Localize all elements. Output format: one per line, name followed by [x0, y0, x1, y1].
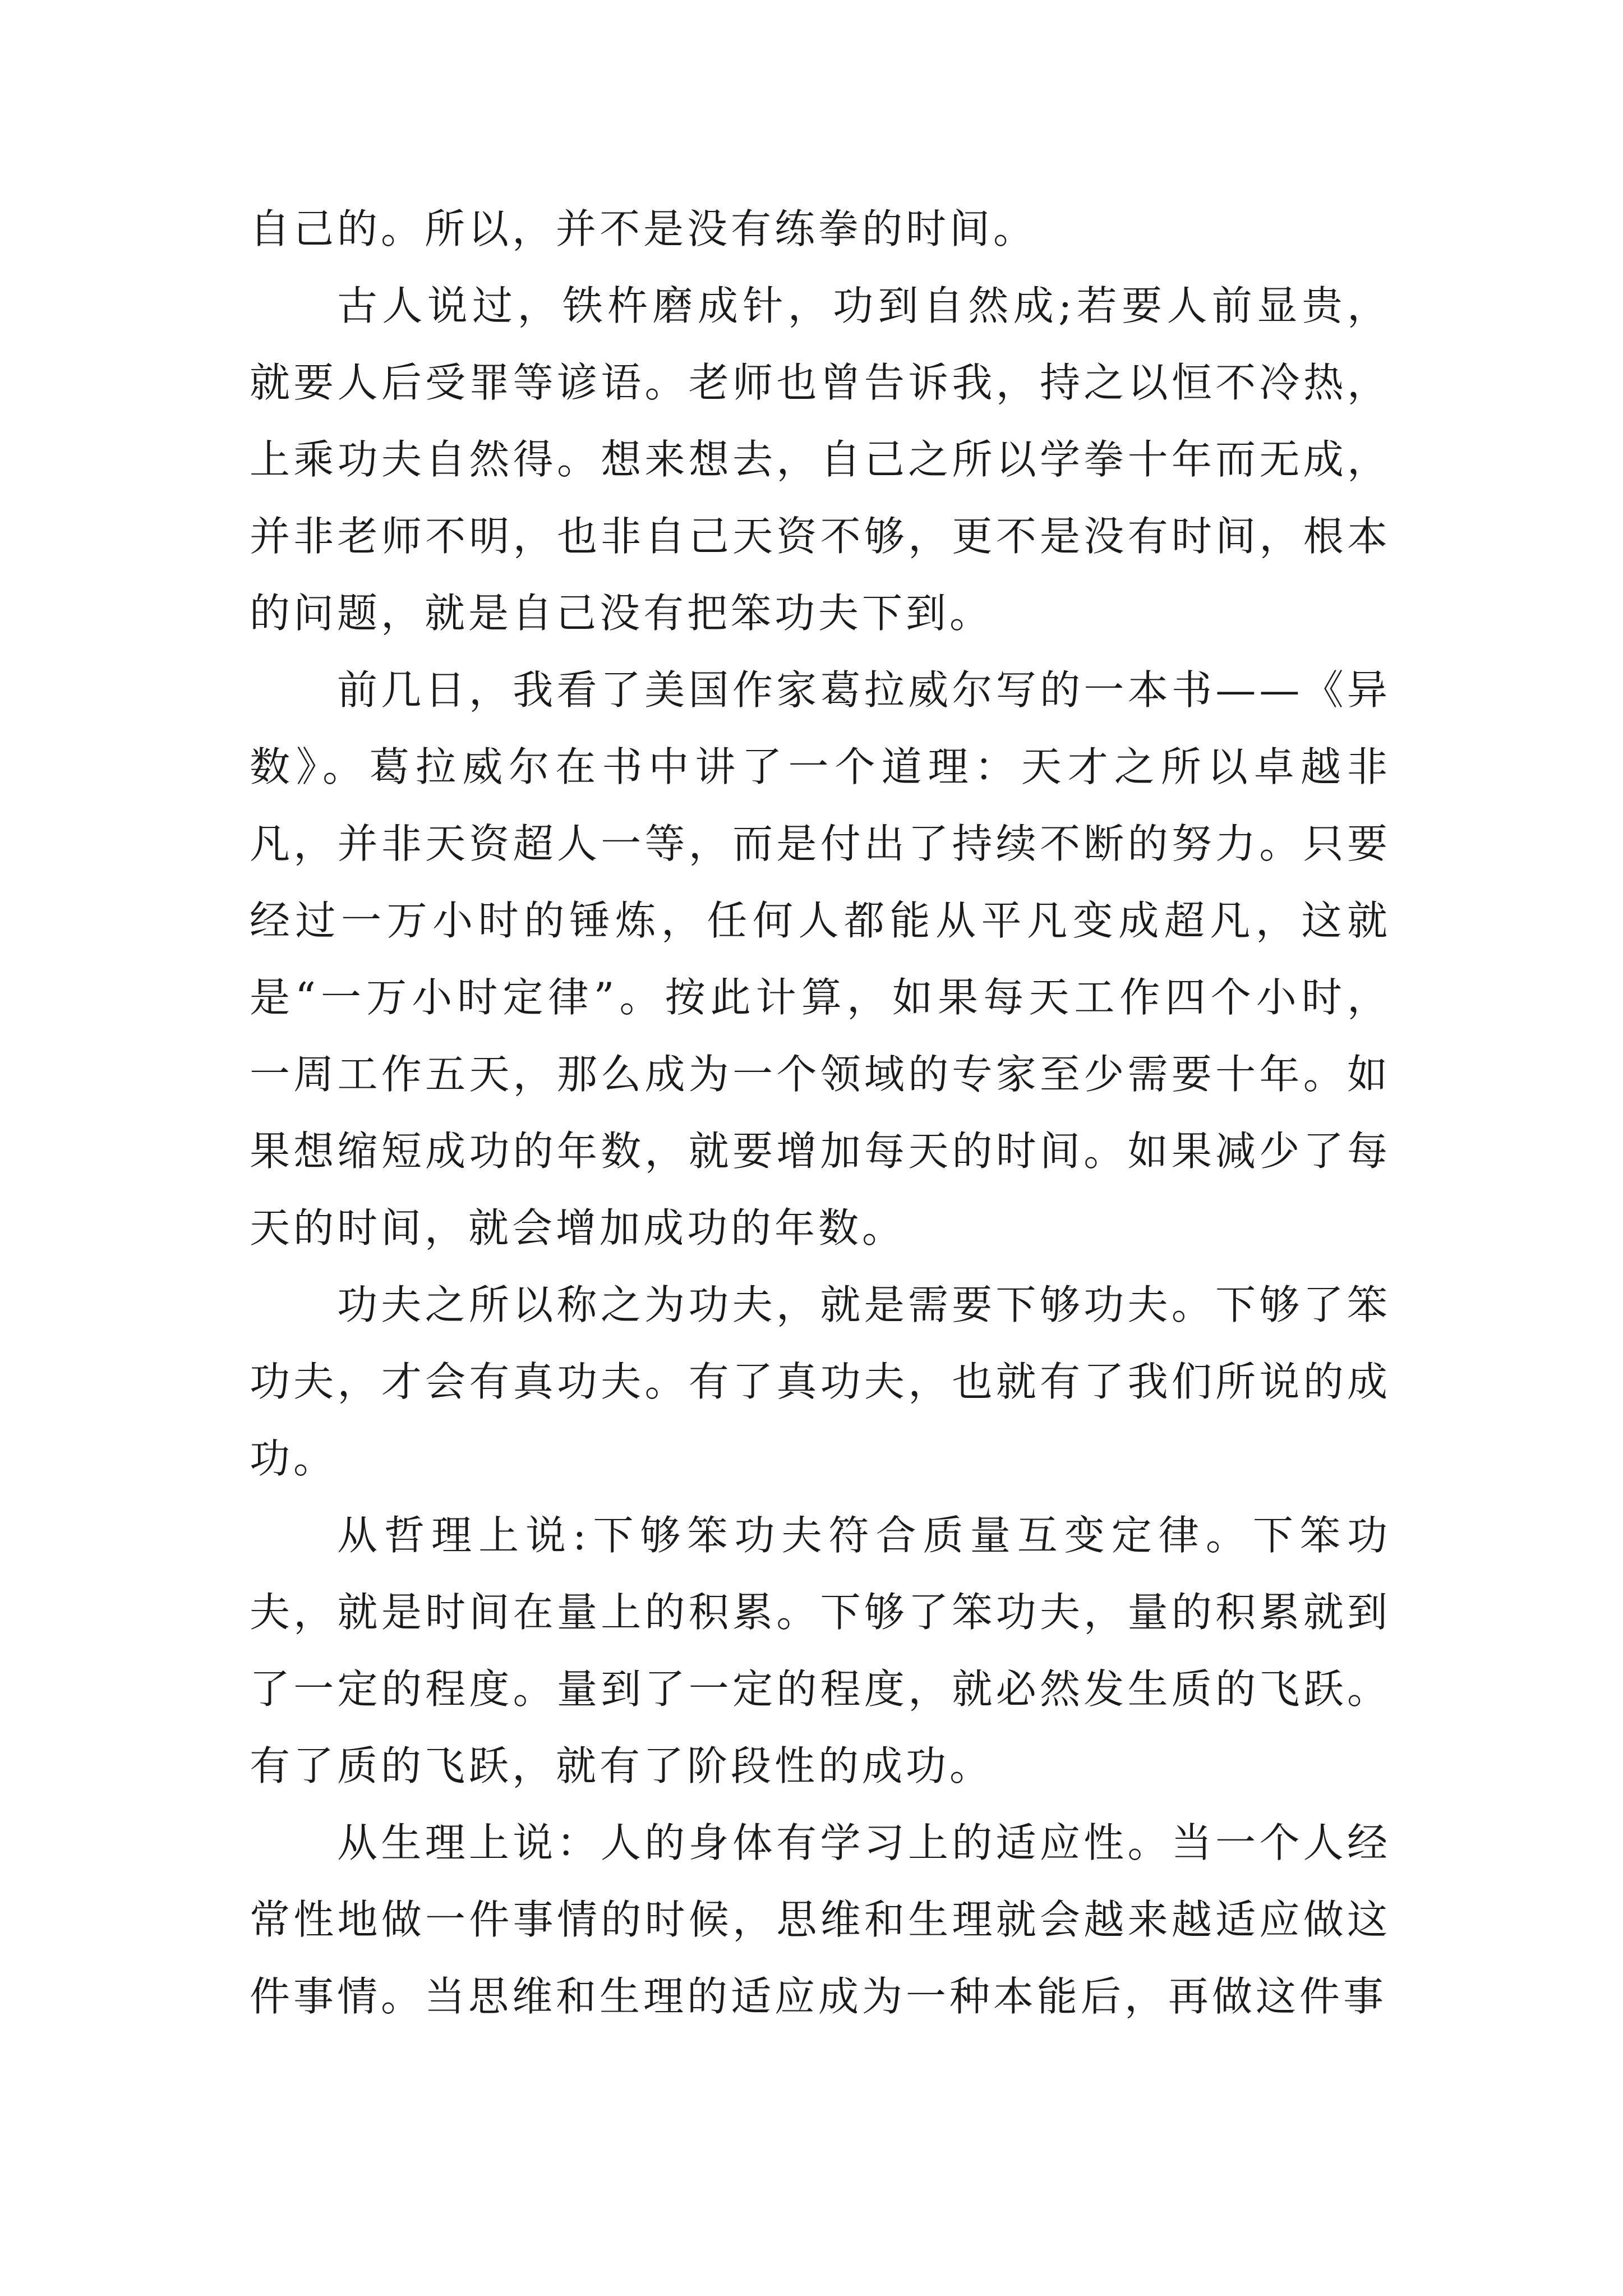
paragraph-outliers: 前几日，我看了美国作家葛拉威尔写的一本书——《异数》。葛拉威尔在书中讲了一个道理：天才之所以卓越非凡，并非天资超人一等，而是付出了持续不断的努力。只要经过一万小时的锤炼，任何人都能从平凡变成超凡，这就是“一万小时定律”。按此计算，如果每天工作四个小时，一周工作五天，那么成为一个领域的专家至少需要十年。如果想缩短成功的年数，就要增加每天的时间。如果减少了每天的时间，就会增加成功的年数。	[250, 666, 1391, 1251]
paragraph-kungfu: 功夫之所以称之为功夫，就是需要下够功夫。下够了笨功夫，才会有真功夫。有了真功夫，也就有了我们所说的成功。	[250, 1281, 1391, 1482]
paragraph-continuation: 自己的。所以，并不是没有练拳的时间。	[250, 205, 1038, 252]
paragraph-physiology: 从生理上说：人的身体有学习上的适应性。当一个人经常性地做一件事情的时候，思维和生理就会越来越适应做这件事情。当思维和生理的适应成为一种本能后，再做这件事	[250, 1819, 1391, 2020]
paragraph-proverbs: 古人说过，铁杵磨成针，功到自然成;若要人前显贵，就要人后受罪等谚语。老师也曾告诉我，持之以恒不冷热，上乘功夫自然得。想来想去，自己之所以学拳十年而无成，并非老师不明，也非自己天资不够，更不是没有时间，根本的问题，就是自己没有把笨功夫下到。	[250, 282, 1391, 637]
paragraph-philosophy: 从哲理上说:下够笨功夫符合质量互变定律。下笨功夫，就是时间在量上的积累。下够了笨功夫，量的积累就到了一定的程度。量到了一定的程度，就必然发生质的飞跃。有了质的飞跃，就有了阶段性的成功。	[250, 1512, 1391, 1789]
body-text	[250, 191, 1391, 2035]
